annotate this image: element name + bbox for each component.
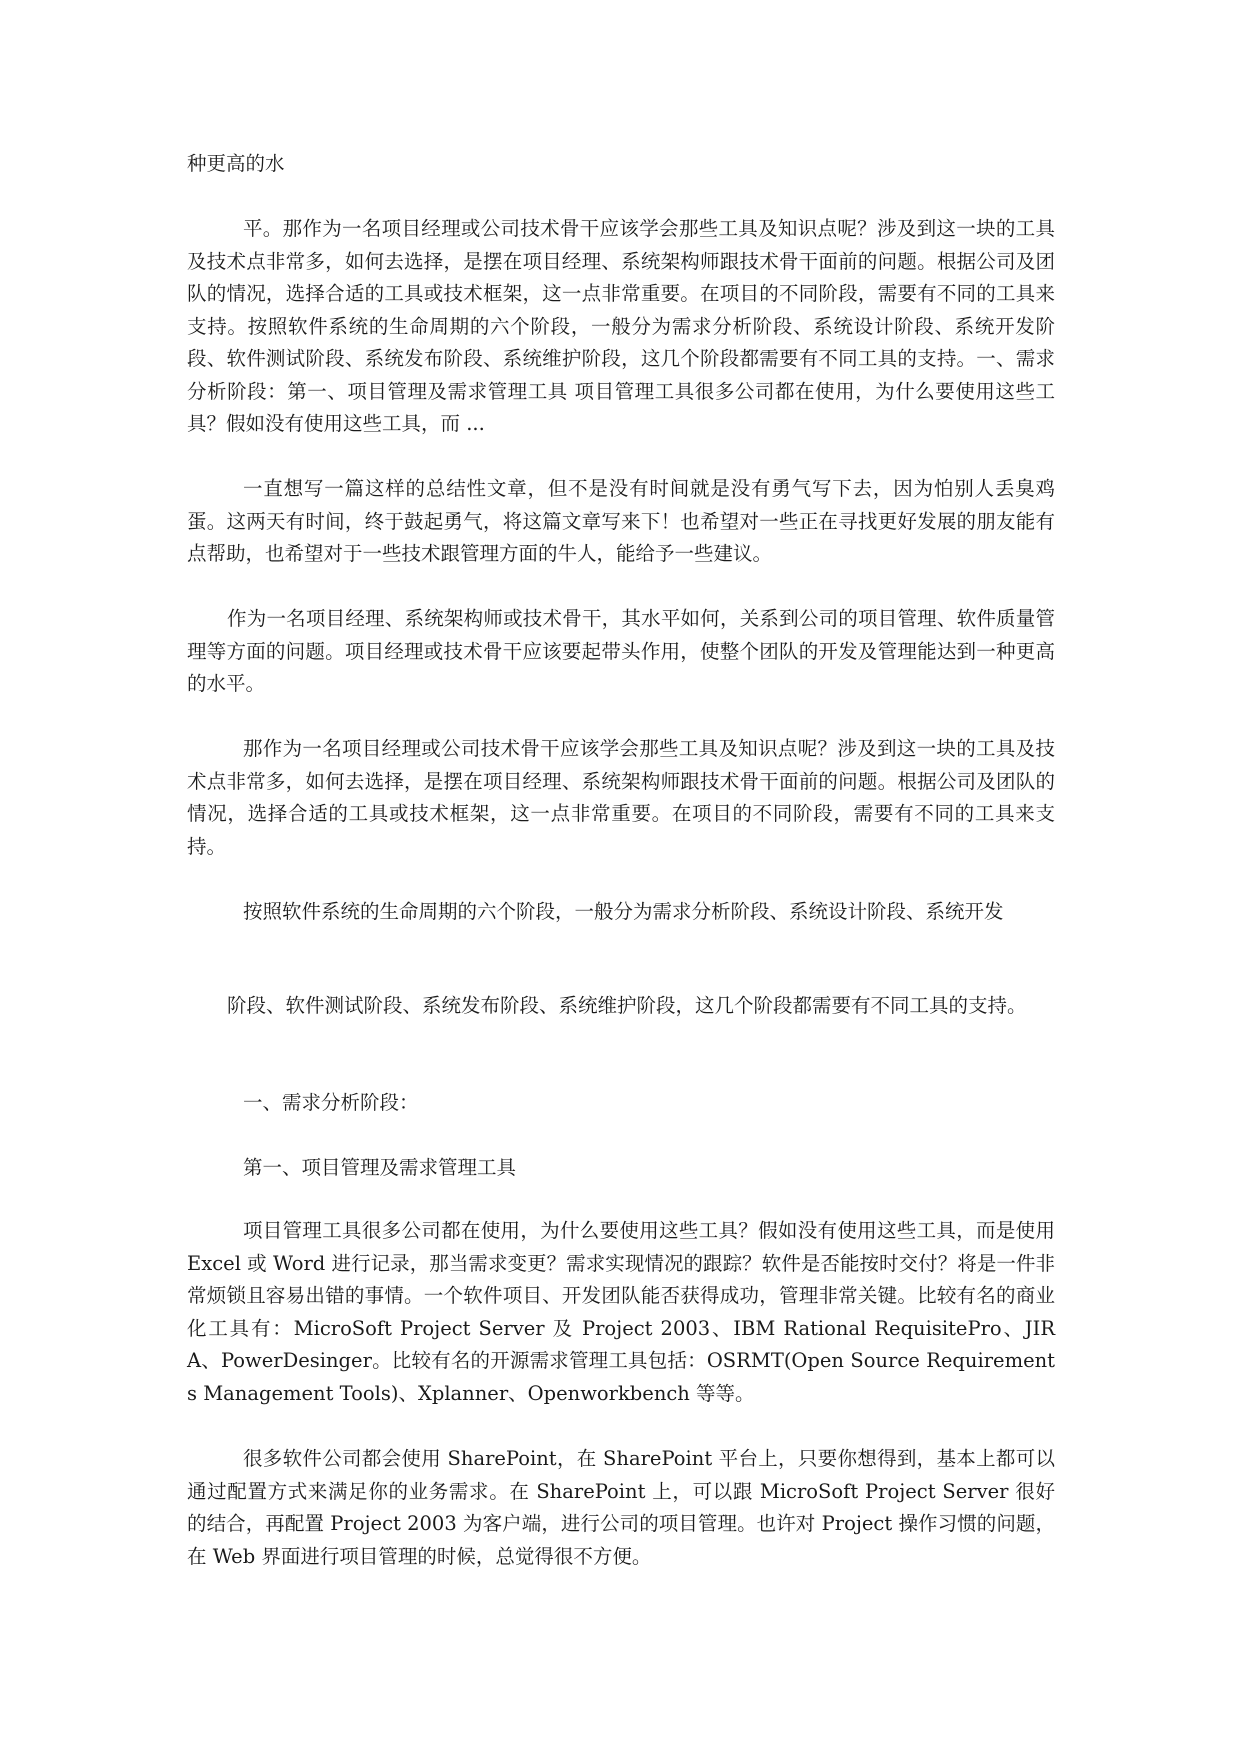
subsection-heading: 第一、项目管理及需求管理工具: [243, 1156, 517, 1179]
section-heading: 一、需求分析阶段：: [243, 1091, 419, 1114]
paragraph-1: 平。那作为一名项目经理或公司技术骨干应该学会那些工具及知识点呢？涉及到这一块的工具及技术点非常多，如何去选择，是摆在项目经理、系统架构师跟技术骨干面前的问题。根据公司及团队的情况，选择合适的工具或技术框架，这一点非常重要。在项目的不同阶段，需要有不同的工具来支持。按照软件系统的生命周期的六个阶段，一般分为需求分析阶段、系统设计阶段、系统开发阶段、软件测试阶段、系统发布阶段、系统维护阶段，这几个阶段都需要有不同工具的支持。一、需求分析阶段：第一、项目管理及需求管理工具 项目管理工具很多公司都在使用，为什么要使用这些工具？假如没有使用这些工具，而 ...: [187, 217, 1055, 435]
heading-fragment: 种更高的水: [187, 152, 285, 175]
paragraph-2: 一直想写一篇这样的总结性文章，但不是没有时间就是没有勇气写下去，因为怕别人丢臭鸡蛋。这两天有时间，终于鼓起勇气，将这篇文章写来下！也希望对一些正在寻找更好发展的朋友能有点帮助，也希望对于一些技术跟管理方面的牛人，能给予一些建议。: [187, 477, 1055, 565]
paragraph-6: 阶段、软件测试阶段、系统发布阶段、系统维护阶段，这几个阶段都需要有不同工具的支持。: [227, 994, 1027, 1017]
paragraph-8: 很多软件公司都会使用 SharePoint，在 SharePoint 平台上，只要你想得到，基本上都可以通过配置方式来满足你的业务需求。在 SharePoint 上，可以跟 MicroSoft Project Server 很好的结合，再配置 Project 2003 为客户端，进行公司的项目管理。也许对 Project 操作习惯的问题，在 Web 界面进行项目管理的时候，总觉得很不方便。: [187, 1447, 1055, 1568]
paragraph-7: 项目管理工具很多公司都在使用，为什么要使用这些工具？假如没有使用这些工具，而是使用 Excel 或 Word 进行记录，那当需求变更？需求实现情况的跟踪？软件是否能按时交付？将是一件非常烦锁且容易出错的事情。一个软件项目、开发团队能否获得成功，管理非常关键。比较有名的商业化工具有：MicroSoft Project Server 及 Project 2003、IBM Rational RequisitePro、JIRA、PowerDesinger。比较有名的开源需求管理工具包括：OSRMT(Open Source Requirements Management Tools)、Xplanner、Openworkbench 等等。: [187, 1219, 1055, 1405]
paragraph-4: 那作为一名项目经理或公司技术骨干应该学会那些工具及知识点呢？涉及到这一块的工具及技术点非常多，如何去选择，是摆在项目经理、系统架构师跟技术骨干面前的问题。根据公司及团队的情况，选择合适的工具或技术框架，这一点非常重要。在项目的不同阶段，需要有不同的工具来支持。: [187, 737, 1055, 858]
paragraph-3: 作为一名项目经理、系统架构师或技术骨干，其水平如何，关系到公司的项目管理、软件质量管理等方面的问题。项目经理或技术骨干应该要起带头作用，使整个团队的开发及管理能达到一种更高的水平。: [187, 607, 1055, 695]
paragraph-5: 按照软件系统的生命周期的六个阶段，一般分为需求分析阶段、系统设计阶段、系统开发: [243, 900, 1004, 923]
